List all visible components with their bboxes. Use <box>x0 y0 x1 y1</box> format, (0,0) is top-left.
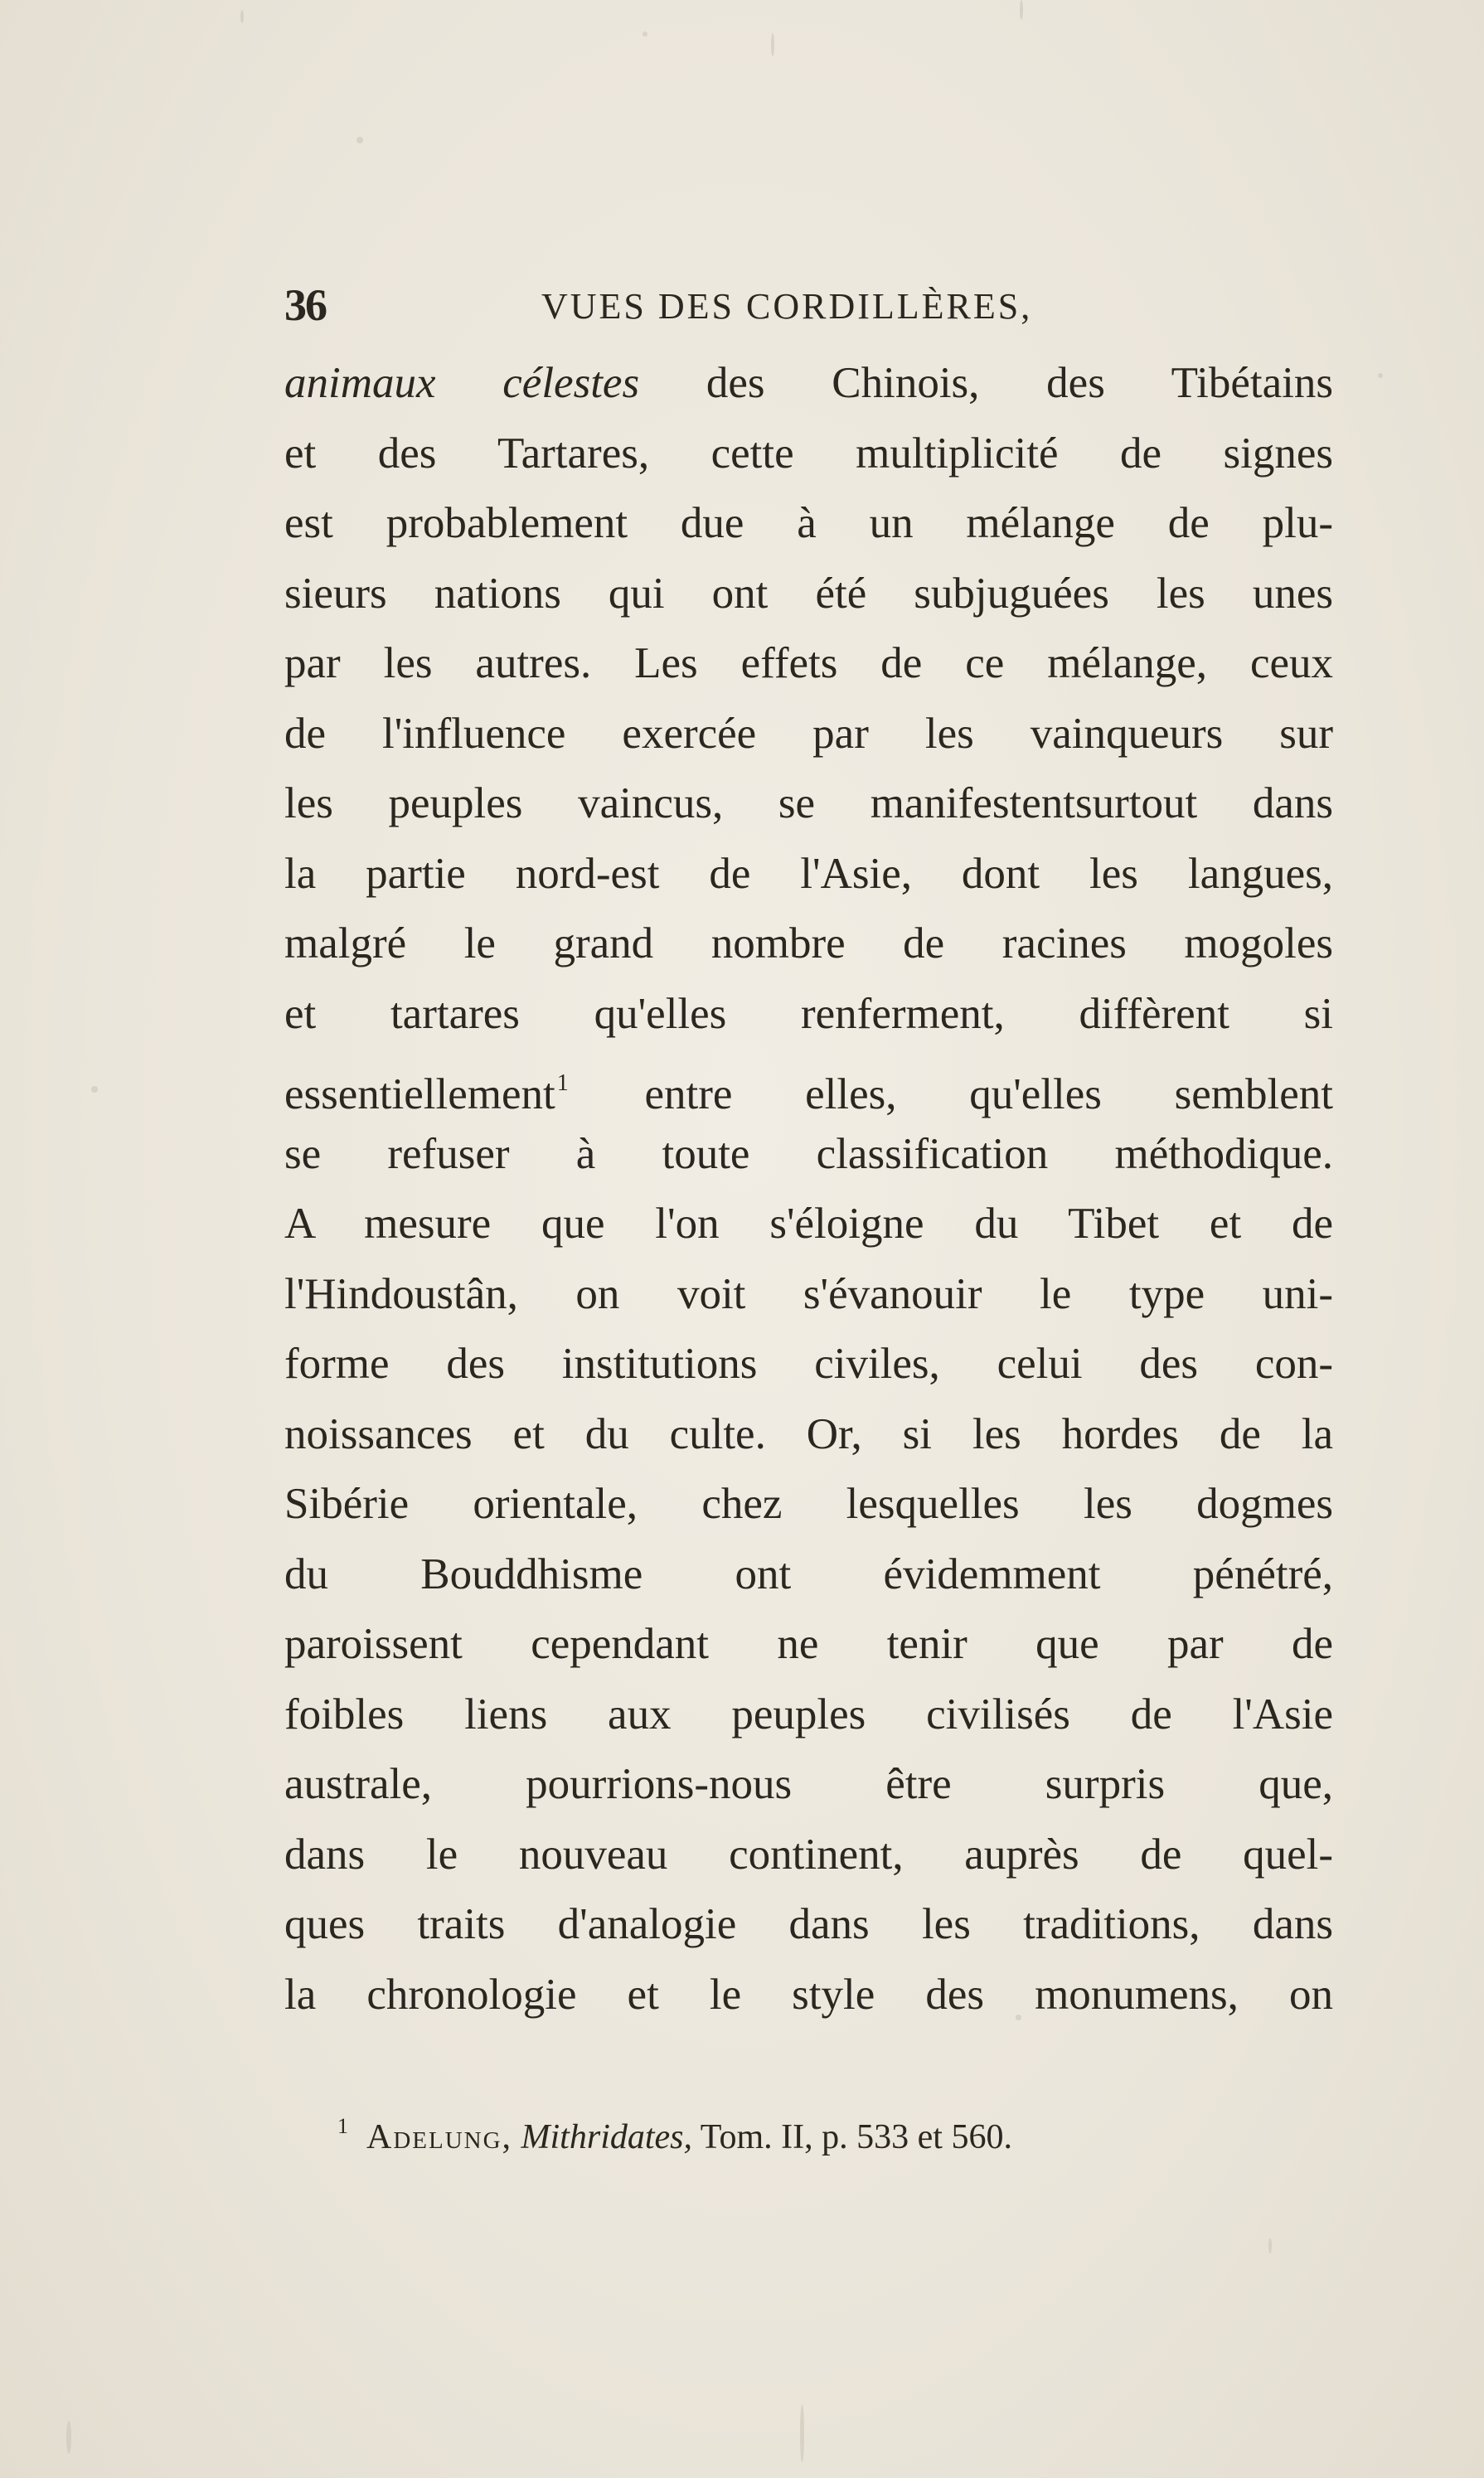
text-line: par les autres. Les effets de ce mélange, ceux <box>284 639 1333 687</box>
footnote-reference-text: Tom. II, p. 533 et 560. <box>692 2118 1012 2156</box>
paper-speck <box>1020 0 1023 20</box>
footnote-mark: 1 <box>337 2114 348 2138</box>
text-line: A mesure que l'on s'éloigne du Tibet et de <box>284 1200 1333 1248</box>
paper-speck <box>1268 2238 1272 2253</box>
paper-speck <box>800 2404 804 2462</box>
page-header <box>284 280 1333 330</box>
text-line <box>284 348 1333 419</box>
paper-speck <box>356 137 363 143</box>
paper-speck <box>91 1086 98 1093</box>
italic-term: animaux célestes <box>284 359 640 407</box>
text-line: les peuples vaincus, se manifestentsurtout dans <box>284 779 1333 827</box>
text-line: Sibérie orientale, chez lesquelles les dogmes <box>284 1480 1333 1528</box>
text-line: de l'influence exercée par les vainqueurs sur <box>284 709 1333 758</box>
text-line: l'Hindoustân, on voit s'évanouir le type uni- <box>284 1269 1333 1318</box>
footnote-title: Mithridates, <box>521 2118 693 2156</box>
text-line: dans le nouveau continent, auprès de quel- <box>284 1830 1333 1879</box>
page-number: 36 <box>284 280 326 330</box>
text-line: forme des institutions civiles, celui des con- <box>284 1340 1333 1388</box>
text-line: ques traits d'analogie dans les traditions, dans <box>284 1900 1333 1948</box>
text-line: se refuser à toute classification méthodique. <box>284 1129 1333 1178</box>
paper-speck <box>643 32 647 36</box>
text-line: malgré le grand nombre de racines mogoles <box>284 919 1333 967</box>
text-segment: entre elles, qu'elles semblent <box>571 1070 1333 1118</box>
text-line: sieurs nations qui ont été subjuguées les unes <box>284 569 1333 618</box>
footnote-reference: 1 <box>556 1070 569 1096</box>
text-line: australe, pourrions-nous être surpris que, <box>284 1760 1333 1808</box>
text-line: noissances et du culte. Or, si les hordes de la <box>284 1409 1333 1458</box>
text-line: du Bouddhisme ont évidemment pénétré, <box>284 1549 1333 1598</box>
footnote-author: Adelung, <box>366 2118 513 2156</box>
text-line: et tartares qu'elles renferment, diffèrent si <box>284 989 1333 1038</box>
text-line: foibles liens aux peuples civilisés de l'Asie <box>284 1690 1333 1738</box>
text-line: et des Tartares, cette multiplicité de signes <box>284 429 1333 478</box>
paper-speck <box>771 33 774 56</box>
paper-speck <box>1378 373 1383 378</box>
paper-speck <box>240 10 244 23</box>
text-line: la partie nord-est de l'Asie, dont les langues, <box>284 849 1333 898</box>
text-line-rest: des Chinois, des Tibétains <box>639 359 1333 407</box>
text-line: est probablement due à un mélange de plu- <box>284 499 1333 547</box>
text-segment: essentiellement <box>284 1070 555 1118</box>
running-head: VUES DES CORDILLÈRES, <box>541 286 1033 327</box>
text-line <box>284 1049 1333 1119</box>
paper-speck <box>66 2421 71 2454</box>
text-line: la chronologie et le style des monumens, on <box>284 1970 1333 2019</box>
text-line: paroissent cependant ne tenir que par de <box>284 1620 1333 1668</box>
footnote <box>337 2102 1333 2162</box>
body-text <box>284 348 1333 2029</box>
